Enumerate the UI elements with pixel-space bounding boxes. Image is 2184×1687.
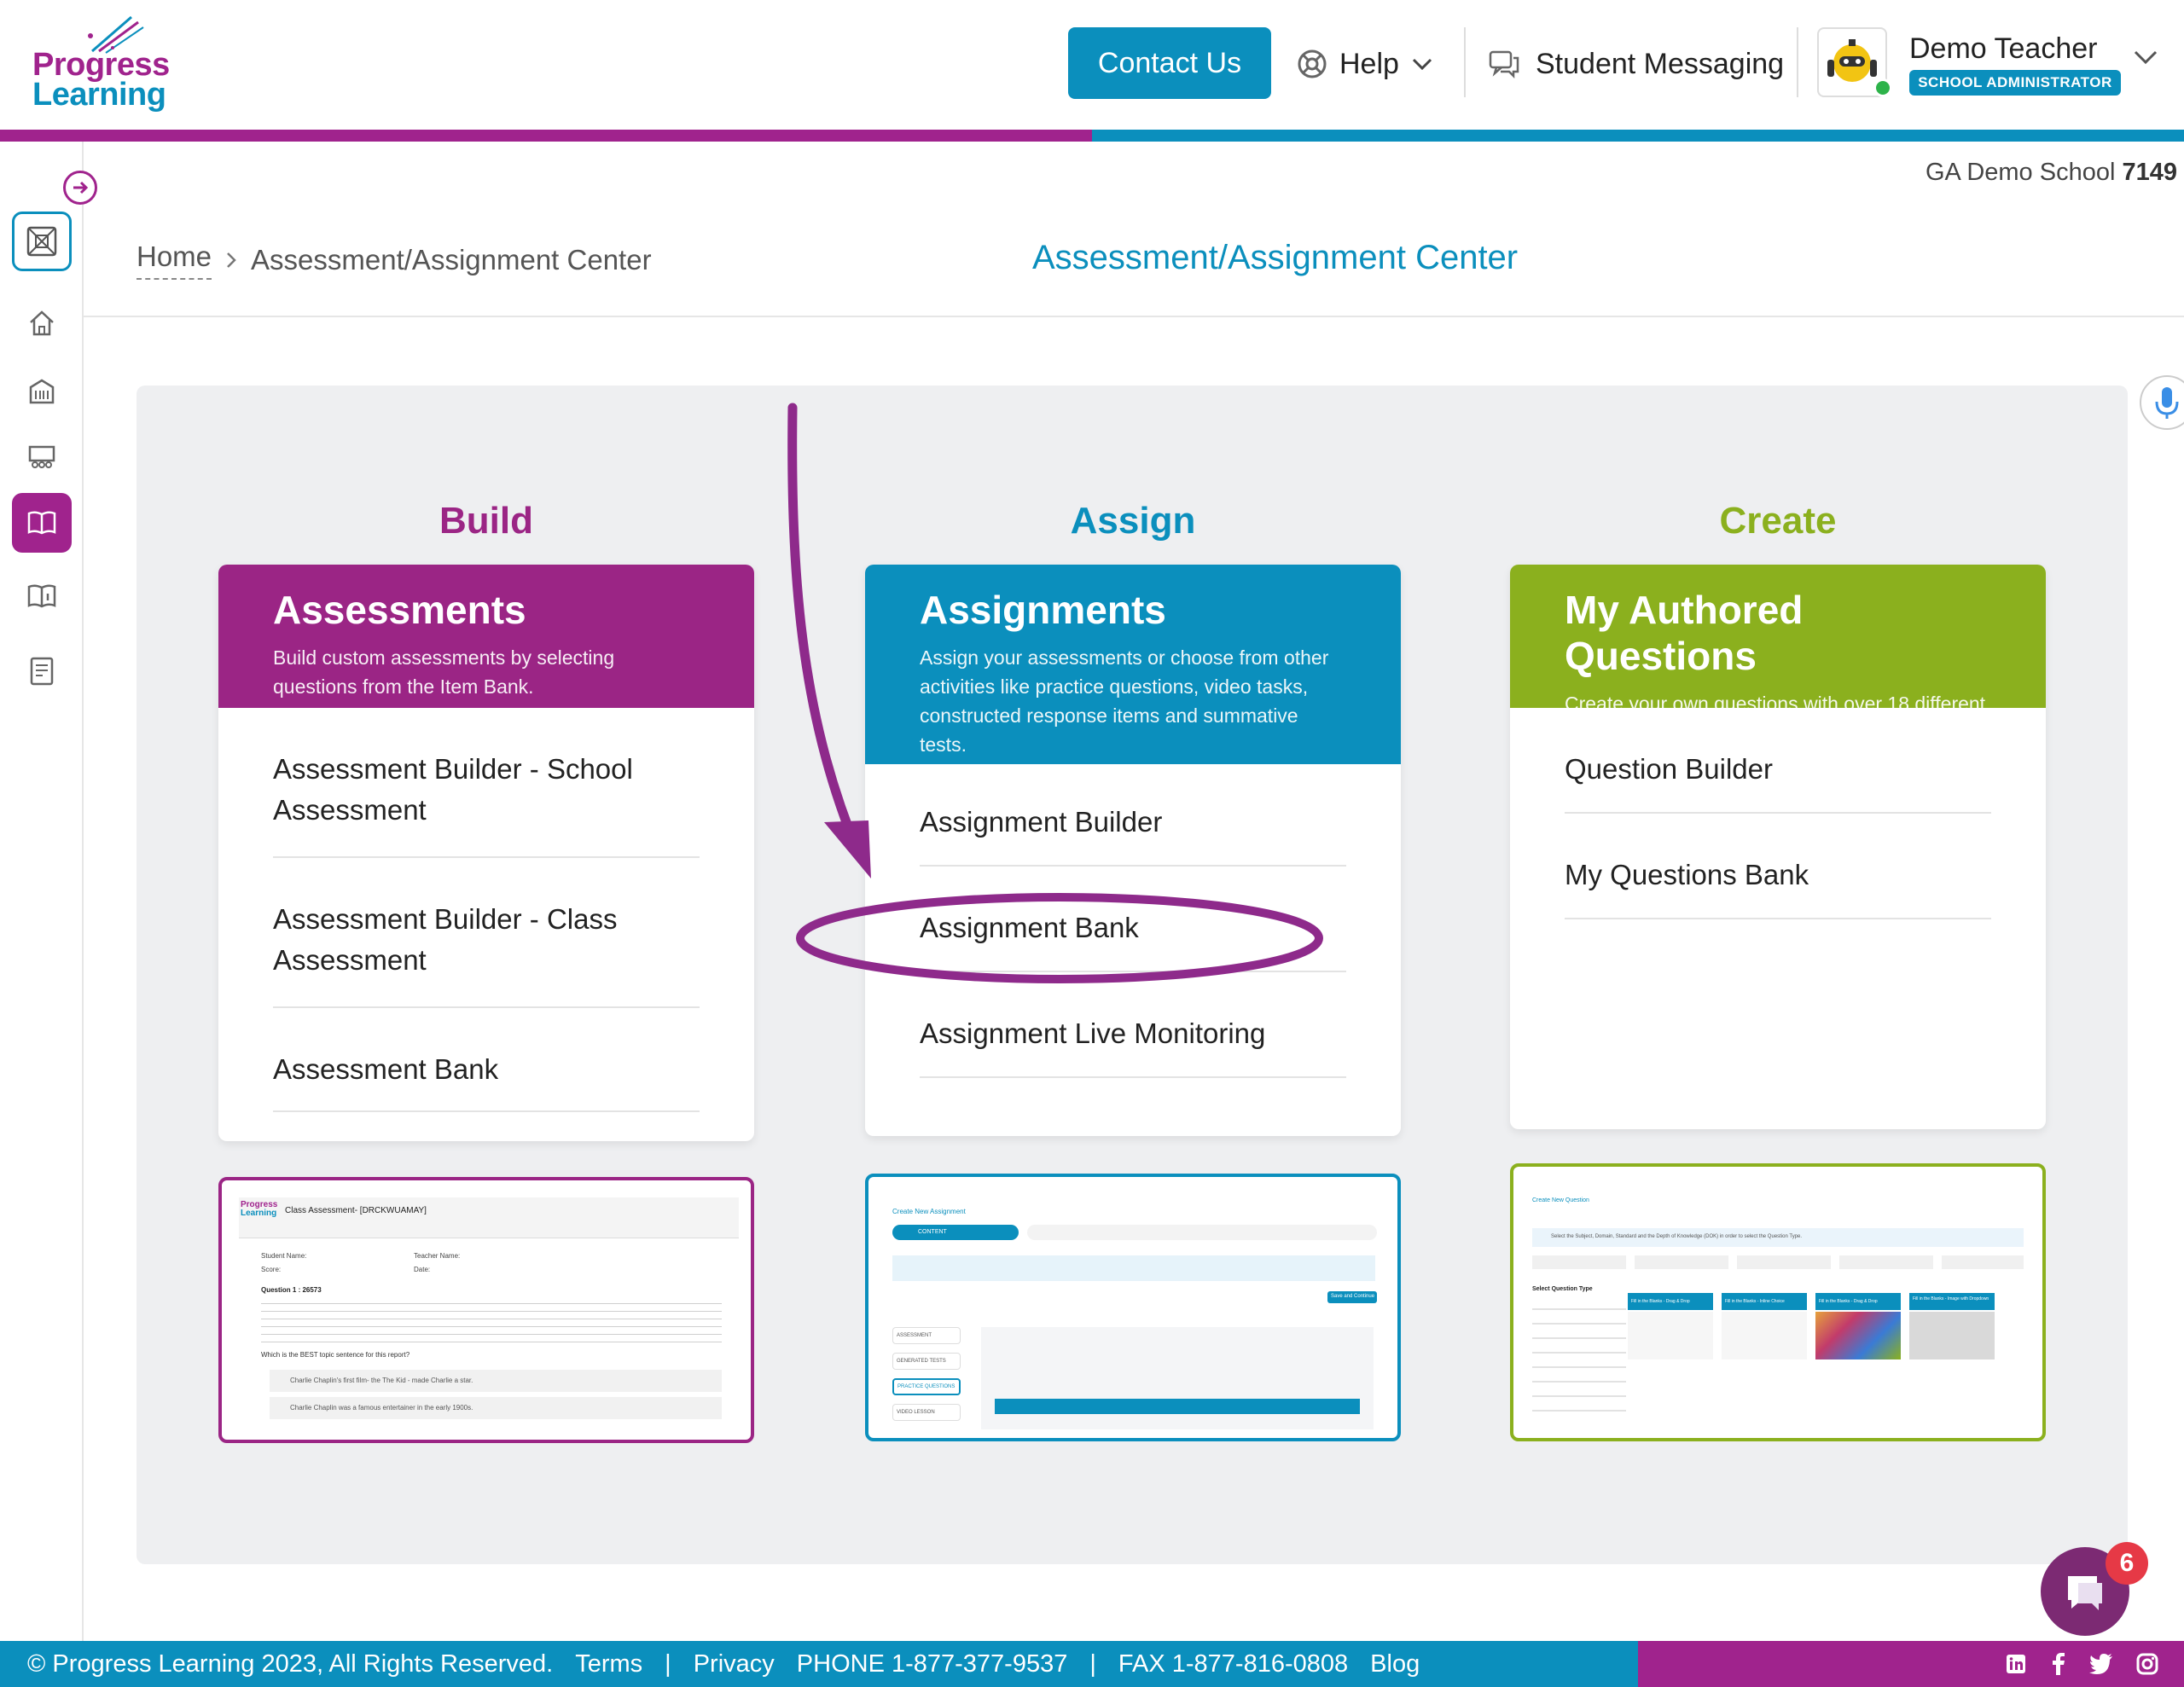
footer-phone: PHONE 1-877-377-9537: [796, 1649, 1068, 1678]
footer-links: [27, 1641, 1420, 1687]
chat-notification-badge: 6: [2106, 1542, 2148, 1585]
online-status-dot: [1873, 78, 1892, 97]
preview-header: [239, 1197, 739, 1238]
preview-tab-content: CONTENT: [892, 1225, 1019, 1240]
student-messaging-link[interactable]: [1488, 34, 1784, 94]
sidebar-item-home[interactable]: [12, 293, 72, 353]
preview-save-button: Save and Continue: [1327, 1291, 1377, 1303]
lifebuoy-icon: [1297, 49, 1327, 79]
assessment-preview-thumbnail[interactable]: [218, 1177, 754, 1443]
column-title-create: Create: [1719, 500, 1837, 542]
preview-header: Create New Question: [1532, 1197, 1589, 1203]
classroom-icon: [26, 443, 57, 472]
assessment-bank-link[interactable]: Assessment Bank: [273, 1008, 700, 1112]
preview-card-body: [1722, 1312, 1807, 1359]
authored-questions-card-header: [1510, 565, 2046, 744]
preview-type-list: [1532, 1300, 1626, 1419]
my-questions-bank-link[interactable]: My Questions Bank: [1565, 814, 1991, 919]
assessments-card-header: [218, 565, 754, 708]
preview-standard-bar: [995, 1399, 1360, 1414]
linkedin-icon[interactable]: [2005, 1653, 2027, 1675]
assignment-bank-link[interactable]: Assignment Bank: [920, 867, 1346, 972]
student-messaging-label: Student Messaging: [1536, 47, 1785, 80]
card-title: Assignments: [920, 588, 1166, 632]
sidebar-item-school[interactable]: [12, 362, 72, 421]
chat-bubble-icon: [2061, 1568, 2109, 1615]
assignment-builder-link[interactable]: Assignment Builder: [920, 764, 1346, 867]
contact-us-button[interactable]: Contact Us: [1068, 27, 1271, 99]
assignments-card-header: [865, 565, 1401, 764]
assessment-builder-class-link[interactable]: Assessment Builder - Class Assessment: [273, 858, 700, 1008]
school-info: [1926, 159, 2177, 187]
school-id: 7149: [2122, 159, 2177, 186]
header-divider: [1797, 27, 1798, 97]
preview-card-body: [1628, 1312, 1713, 1359]
question-builder-link[interactable]: Question Builder: [1565, 708, 1991, 814]
footer: [0, 1641, 2184, 1687]
breadcrumb: [136, 241, 652, 280]
user-name: Demo Teacher: [1909, 32, 2098, 65]
preview-activity-item: VIDEO LESSON: [892, 1404, 961, 1421]
facebook-icon[interactable]: [2049, 1652, 2066, 1676]
arrow-right-icon: [71, 178, 90, 197]
sidebar: [0, 142, 84, 1641]
book-info-icon: [26, 583, 57, 610]
footer-privacy-link[interactable]: Privacy: [693, 1649, 775, 1678]
preview-title: Class Assessment- [DRCKWUAMAY]: [285, 1206, 427, 1215]
card-description: Assign your assessments or choose from other activities like practice questions, video tasks, constructed response items and summative tests.: [920, 646, 1329, 756]
home-icon: [27, 309, 56, 338]
top-header: [0, 0, 2184, 130]
twitter-icon[interactable]: [2088, 1653, 2114, 1675]
dashboard-icon: [25, 224, 59, 258]
preview-types-label: Select Question Type: [1532, 1286, 1593, 1292]
open-book-icon: [26, 509, 57, 536]
footer-blog-link[interactable]: Blog: [1370, 1649, 1420, 1678]
footer-fax: FAX 1-877-816-0808: [1118, 1649, 1349, 1678]
card-title: Assessments: [273, 588, 526, 632]
preview-teacher-name: Teacher Name:: [414, 1252, 461, 1260]
preview-header: Create New Assignment: [892, 1208, 966, 1215]
help-label: Help: [1339, 47, 1399, 80]
preview-student-name: Student Name:: [261, 1252, 307, 1260]
footer-copyright: © Progress Learning 2023, All Rights Reserved.: [27, 1649, 554, 1678]
chevron-down-icon: [1411, 57, 1433, 71]
assignment-preview-thumbnail[interactable]: [865, 1174, 1401, 1441]
preview-selects-row: [1532, 1255, 2024, 1269]
breadcrumb-home-link[interactable]: Home: [136, 241, 212, 280]
preview-type-card: Fill in the Blanks - Image with Dropdown: [1909, 1293, 1995, 1310]
chevron-down-icon[interactable]: [2133, 49, 2158, 65]
sidebar-item-resources[interactable]: [12, 566, 72, 626]
chevron-right-icon: [225, 251, 237, 270]
help-menu[interactable]: [1297, 34, 1433, 94]
preview-question-number: Question 1 : 26573: [261, 1286, 322, 1294]
preview-map-image: [1815, 1312, 1901, 1359]
social-links: [2005, 1641, 2158, 1687]
preview-type-card: Fill in the Blanks - Drag & Drop: [1815, 1293, 1901, 1310]
header-divider: [1464, 27, 1466, 97]
sidebar-item-classes[interactable]: [12, 428, 72, 488]
report-document-icon: [29, 656, 55, 687]
assignment-live-monitoring-link[interactable]: Assignment Live Monitoring: [920, 972, 1346, 1078]
preview-type-card: Fill in the Blanks - Drag & Drop: [1628, 1293, 1713, 1310]
page-title: Assessment/Assignment Center: [1032, 239, 1519, 276]
preview-option-a: Charlie Chaplin's first film- the The Kid - made Charlie a star.: [270, 1370, 722, 1392]
preview-map-image: [1909, 1312, 1995, 1359]
sidebar-item-assessment-center[interactable]: [12, 493, 72, 553]
voice-input-button[interactable]: [2140, 375, 2184, 430]
column-title-assign: Assign: [1070, 500, 1196, 542]
card-title: My Authored Questions: [1565, 588, 1804, 678]
footer-terms-link[interactable]: Terms: [575, 1649, 643, 1678]
sidebar-expand-button[interactable]: [63, 171, 97, 205]
preview-tab-strip: [1027, 1225, 1377, 1240]
sidebar-item-dashboard[interactable]: [12, 212, 72, 271]
assignments-card: [865, 565, 1401, 1136]
footer-separator: |: [665, 1649, 671, 1678]
preview-content-area: [981, 1327, 1374, 1429]
logo-word-2: Learning: [32, 77, 166, 113]
sidebar-item-reports[interactable]: [12, 641, 72, 701]
preview-prompt: Which is the BEST topic sentence for this report?: [261, 1351, 410, 1359]
question-preview-thumbnail[interactable]: [1510, 1163, 2046, 1441]
card-description: Create your own questions with over 18 different question types to choose from.: [1565, 693, 1986, 744]
preview-activity-item: GENERATED TESTS: [892, 1353, 961, 1370]
breadcrumb-current: Assessment/Assignment Center: [251, 244, 652, 275]
role-badge: SCHOOL ADMINISTRATOR: [1909, 70, 2121, 96]
instagram-icon[interactable]: [2136, 1653, 2158, 1675]
preview-info-banner: Select the Subject, Domain, Standard and the Depth of Knowledge (DOK) in order to select the Question Type.: [1532, 1228, 2024, 1247]
preview-date: Date:: [414, 1266, 431, 1273]
card-description: Build custom assessments by selecting questions from the Item Bank.: [273, 646, 615, 698]
brand-bar-blue: [1092, 130, 2184, 142]
microphone-icon: [2152, 385, 2181, 420]
preview-activity-item: ASSESSMENT: [892, 1327, 961, 1344]
logo-word-1: Progress: [32, 47, 170, 83]
preview-passage-text: [261, 1298, 722, 1344]
school-name: GA Demo School: [1925, 159, 2116, 186]
preview-info-banner: [892, 1255, 1375, 1281]
header-separator: [84, 316, 2184, 317]
preview-option-b: Charlie Chaplin was a famous entertainer in the early 1900s.: [270, 1397, 722, 1419]
assessments-card: [218, 565, 754, 1141]
column-title-build: Build: [439, 500, 533, 542]
preview-logo: Progress Learning: [241, 1200, 278, 1218]
chat-bubbles-icon: [1488, 49, 1520, 78]
footer-separator: |: [1089, 1649, 1096, 1678]
school-building-icon: [27, 377, 56, 406]
preview-score: Score:: [261, 1266, 282, 1273]
preview-activity-item: PRACTICE QUESTIONS: [892, 1378, 961, 1395]
assessment-builder-school-link[interactable]: Assessment Builder - School Assessment: [273, 708, 700, 858]
brand-bar-purple: [0, 130, 1092, 142]
preview-type-card: Fill in the Blanks - Inline Choice: [1722, 1293, 1807, 1310]
authored-questions-card: [1510, 565, 2046, 1129]
